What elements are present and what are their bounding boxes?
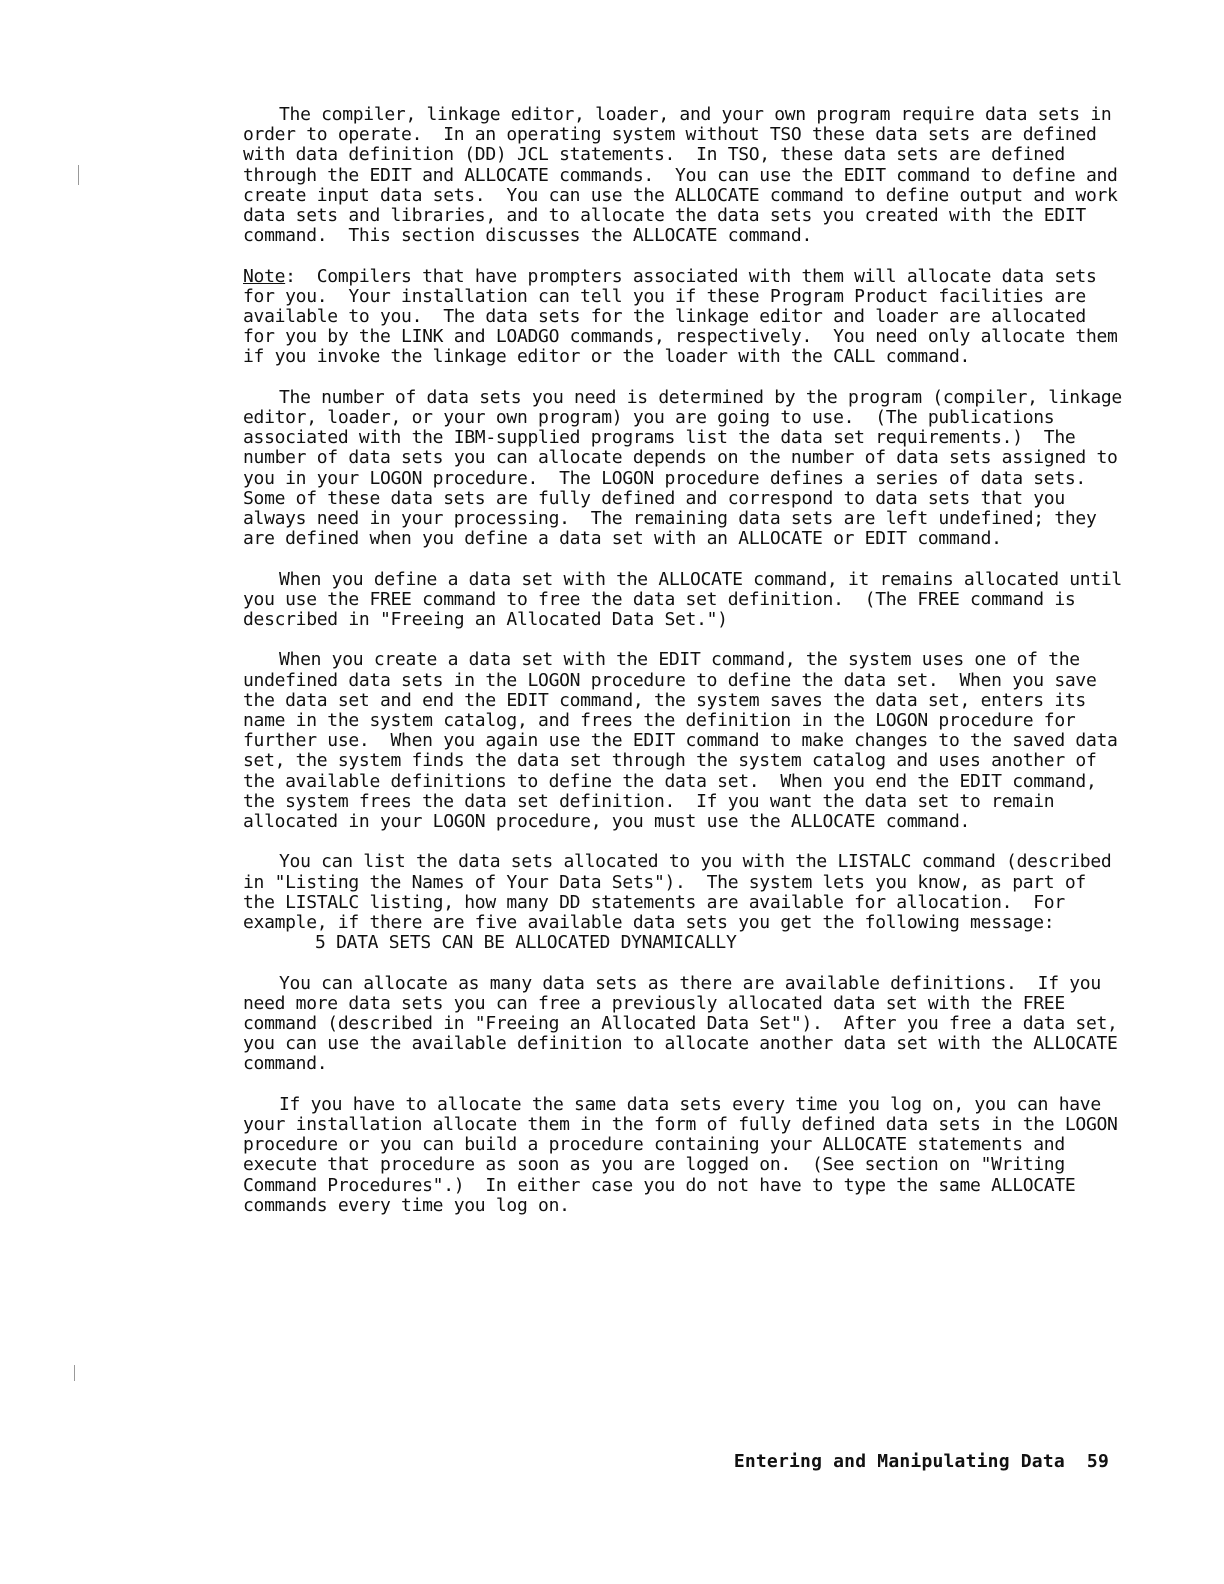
paragraph-allocate-free: When you define a data set with the ALLOCATE command, it remains allocated until you use the FREE command to free the data set definition. (The FREE command is described in "Freeing an Allocated Data Set.") — [243, 568, 1133, 631]
scan-mark — [78, 165, 82, 185]
scan-mark — [74, 1365, 78, 1381]
paragraph-intro: The compiler, linkage editor, loader, and your own program require data sets in order to operate. In an operating system without TSO these data sets are defined with data definition (DD) JCL statements. In TSO, these data sets are defined through the EDIT and ALLOCATE commands. You can use the EDIT command to define and create input data sets. You can use the ALLOCATE command to define output and work data sets and libraries, and to allocate the data sets you created with the EDIT command. This section discusses the ALLOCATE command. — [243, 104, 1129, 247]
paragraph-available-definitions: You can allocate as many data sets as there are available definitions. If you need more data sets you can free a previously allocated data set with the FREE command (described in "Freeing an Allocated Data Set"). After you free a data set, you can use the available definition to allocate another data set with the ALLOCATE command. — [243, 972, 1129, 1075]
paragraph-logon-procedure: If you have to allocate the same data sets every time you log on, you can have your installation allocate them in the form of fully defined data sets in the LOGON procedure or you can build a procedure containing your ALLOCATE statements and execute that procedure as soon as you are logged on. (See section on "Writing Command Procedures".) In either case you do not have to type the same ALLOCATE commands every time you log on. — [243, 1093, 1129, 1216]
page-number: 59 — [1086, 1451, 1109, 1472]
page-footer — [734, 1451, 1109, 1472]
system-message: 5 DATA SETS CAN BE ALLOCATED DYNAMICALLY — [315, 932, 737, 954]
footer-title: Entering and Manipulating Data — [733, 1451, 1065, 1472]
paragraph-edit-create: When you create a data set with the EDIT command, the system uses one of the undefined data sets in the LOGON procedure to define the data set. When you save the data set and end the EDIT command, the system saves the data set, enters its name in the system catalog, and frees the definition in the LOGON procedure for further use. When you again use the EDIT command to make changes to the saved data set, the system finds the data set through the system catalog and uses another of the available definitions to define the data set. When you end the EDIT command, the system frees the data set definition. If you want the data set to remain allocated in your LOGON procedure, you must use the ALLOCATE command. — [243, 649, 1129, 833]
body-text — [243, 104, 1133, 1236]
paragraph-data-set-count: The number of data sets you need is determined by the program (compiler, linkage editor, loader, or your own program) you are going to use. (The publications associated with the IBM-supplied programs list the data set requirements.) The number of data sets you can allocate depends on the number of data sets assigned to you in your LOGON procedure. The LOGON procedure defines a series of data sets. Some of these data sets are fully defined and correspond to data sets that you always need in your processing. The remaining data sets are left undefined; they are defined when you define a data set with an ALLOCATE or EDIT command. — [243, 386, 1133, 550]
note-label: Note — [243, 265, 286, 287]
note-text: : Compilers that have prompters associated with them will allocate data sets for you. Your installation can tell you if these Program Product facilities are available to you. The data sets for the linkage editor and loader are allocated for you by the LINK and LOADGO commands, respectively. You need only allocate them if you invoke the linkage editor or the loader with the CALL command. — [243, 265, 1129, 368]
note-paragraph — [243, 265, 1129, 368]
paragraph-listalc: You can list the data sets allocated to you with the LISTALC command (described in "Listing the Names of Your Data Sets"). The system lets you know, as part of the LISTALC listing, how many DD statements are available for allocation. For example, if there are five available data sets you get the following message: — [243, 851, 1122, 934]
